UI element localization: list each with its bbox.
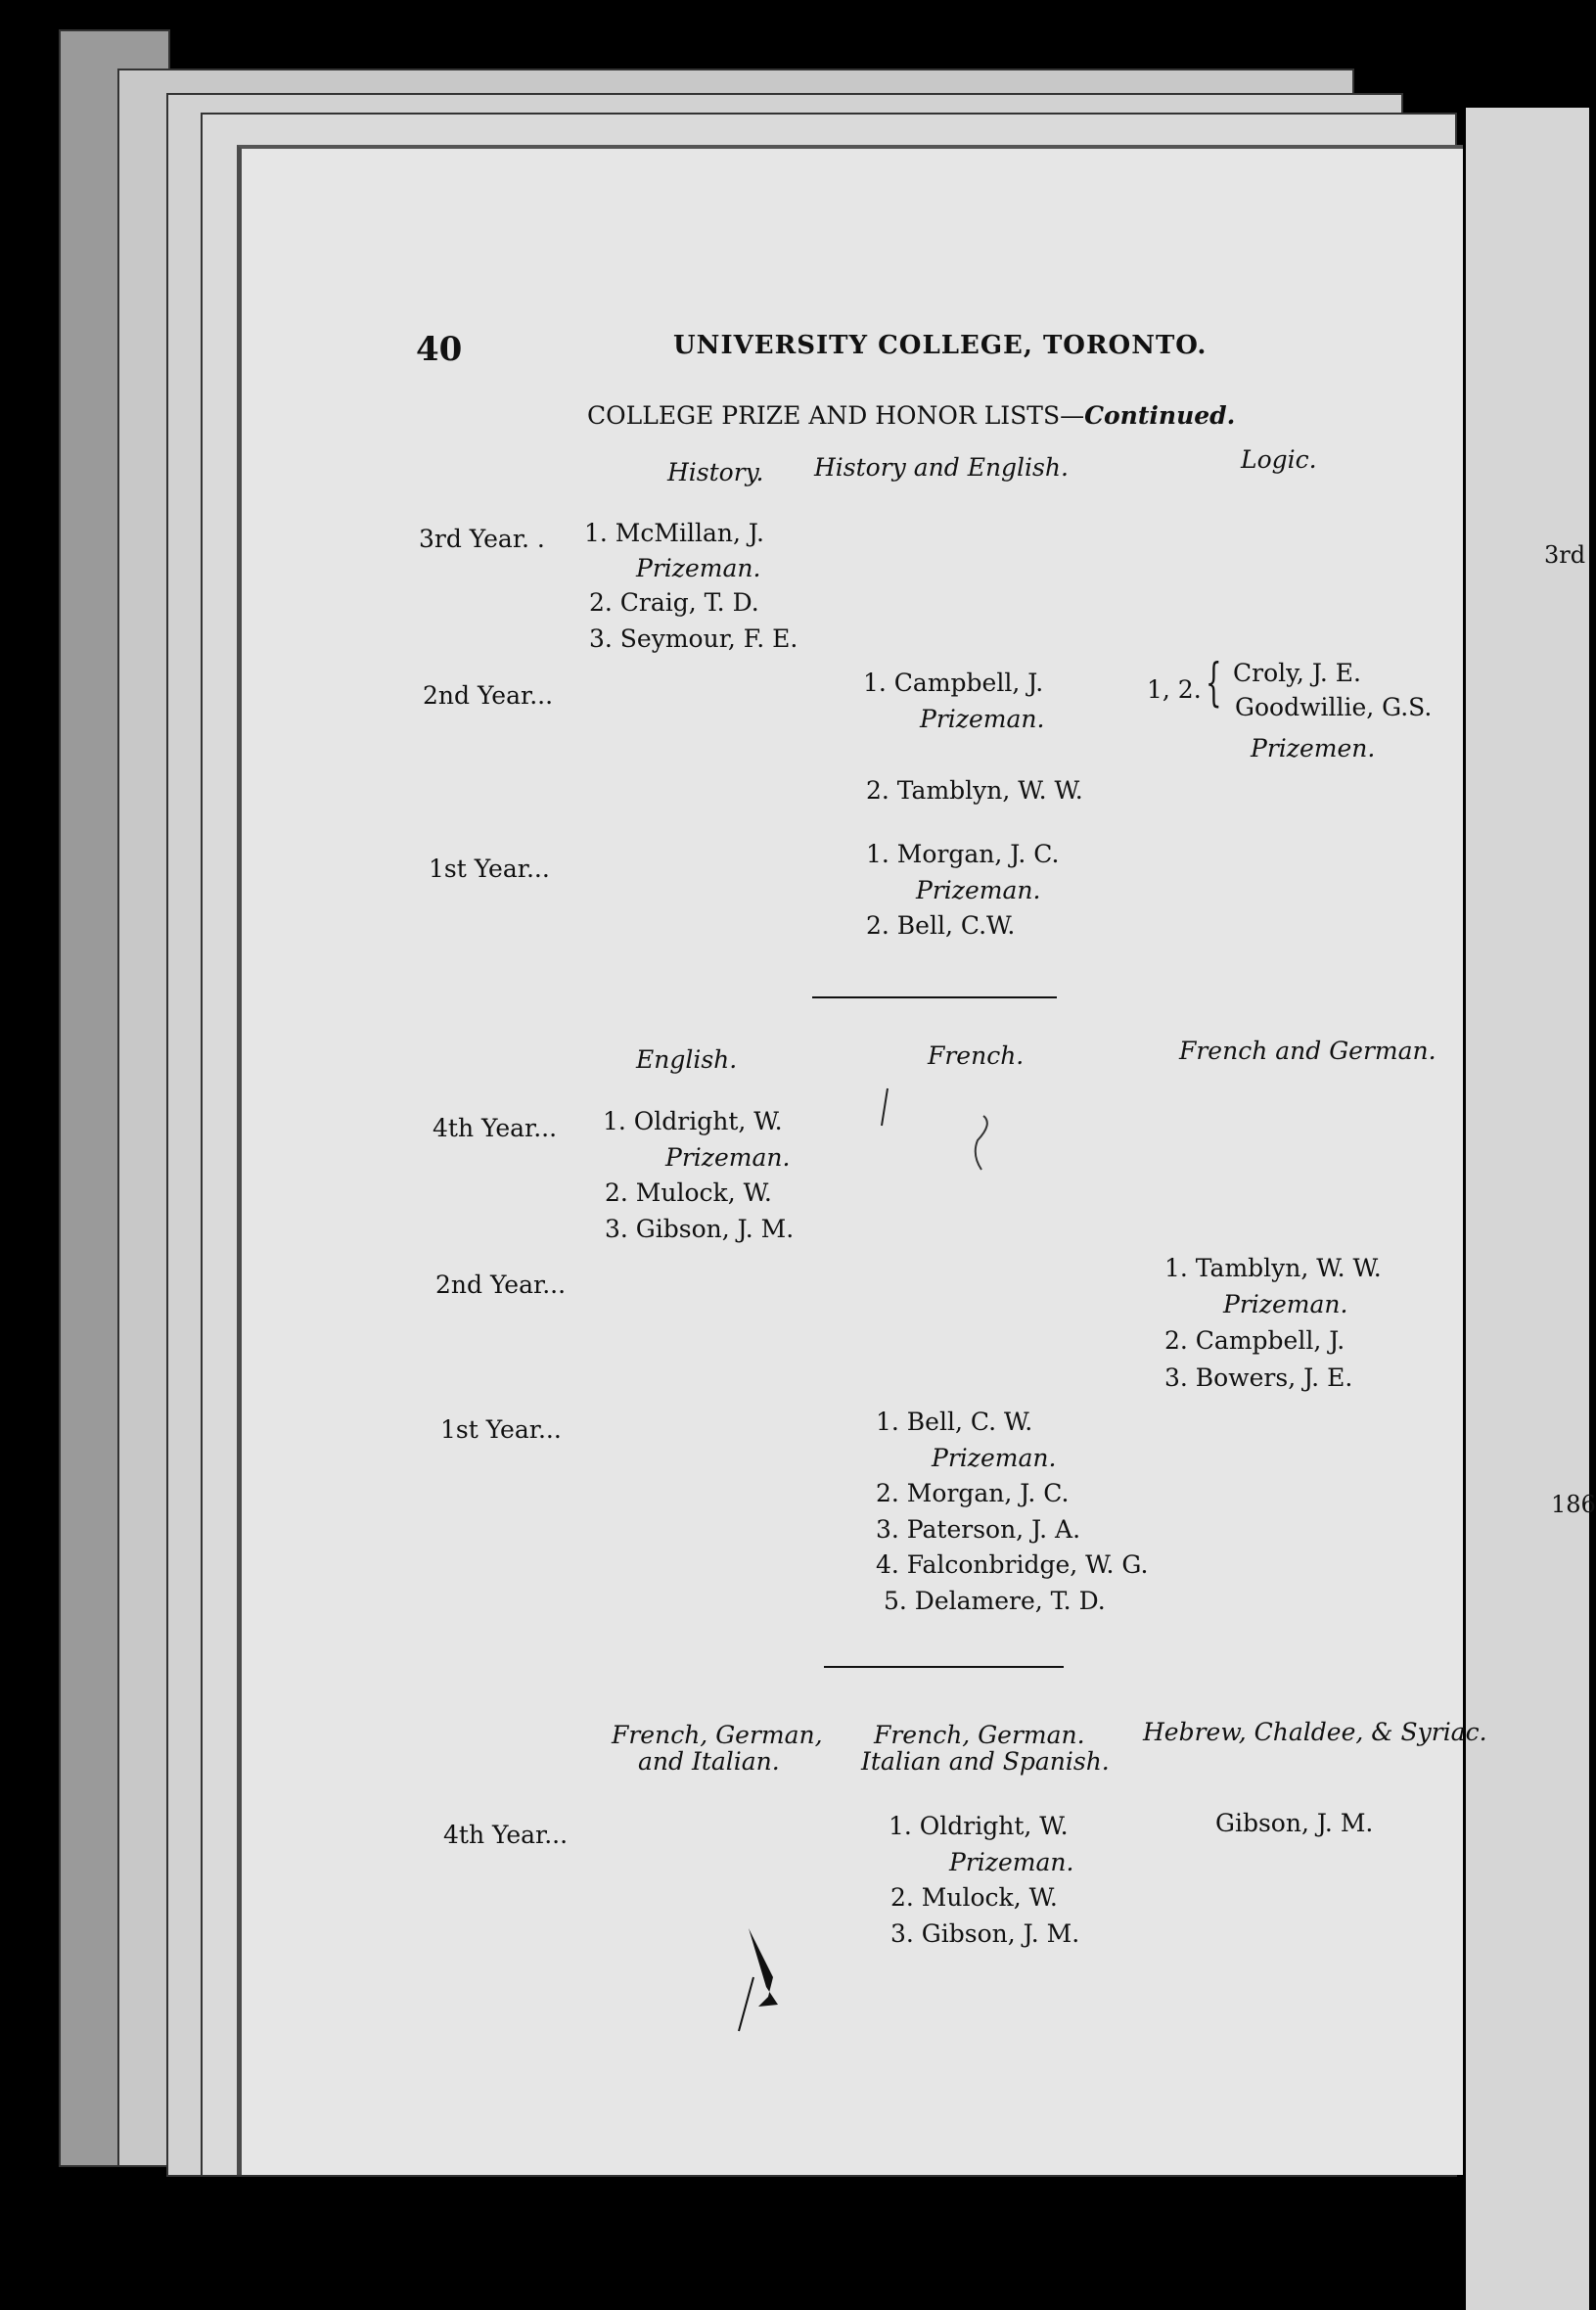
margin-text: 3rd [1544, 541, 1586, 569]
header-logic: Logic. [1241, 445, 1317, 474]
header-fgis-line2: Italian and Spanish. [861, 1747, 1110, 1776]
list-item: 3. Paterson, J. A. [876, 1515, 1081, 1544]
list-item: 2. Morgan, J. C. [876, 1479, 1070, 1507]
year-label: 1st Year... [440, 1415, 562, 1444]
year-label: 2nd Year... [423, 681, 554, 710]
section-title-main: COLLEGE PRIZE AND HONOR LISTS— [587, 401, 1085, 430]
prizeman-note: Prizeman. [1223, 1290, 1348, 1318]
list-item: 2. Tamblyn, W. W. [866, 776, 1083, 805]
tie-number: 1, 2. [1147, 675, 1202, 704]
prizemen-note: Prizemen. [1251, 734, 1376, 762]
header-history-english: History and English. [814, 453, 1069, 482]
list-item: 3. Gibson, J. M. [890, 1919, 1080, 1948]
list-item: 4. Falconbridge, W. G. [876, 1550, 1149, 1579]
prizeman-note: Prizeman. [920, 705, 1045, 733]
list-item: Gibson, J. M. [1215, 1809, 1374, 1837]
year-label: 2nd Year... [435, 1270, 567, 1299]
list-item: 2. Mulock, W. [605, 1178, 772, 1207]
list-item: 2. Craig, T. D. [589, 588, 759, 617]
list-item: 1. Tamblyn, W. W. [1164, 1254, 1382, 1282]
pencil-mark [876, 1086, 1003, 1175]
prizeman-note: Prizeman. [916, 876, 1041, 904]
header-fgi-line1: French, German, [612, 1721, 823, 1749]
facing-page [1466, 108, 1589, 2310]
list-item: 1. Morgan, J. C. [866, 840, 1060, 868]
list-item: 1. Oldright, W. [889, 1812, 1069, 1840]
list-item: 1. Oldright, W. [603, 1107, 783, 1135]
prizeman-note: Prizeman. [636, 554, 761, 582]
year-label: 4th Year... [433, 1114, 558, 1142]
prizeman-note: Prizeman. [932, 1444, 1057, 1472]
list-item: 1. Bell, C. W. [876, 1408, 1033, 1436]
header-fgi-line2: and Italian. [638, 1747, 780, 1776]
section-divider [812, 996, 1057, 998]
list-item: 2. Bell, C.W. [866, 911, 1016, 940]
list-item: 1. McMillan, J. [584, 519, 764, 547]
list-item: 3. Bowers, J. E. [1164, 1363, 1353, 1392]
header-hebrew: Hebrew, Chaldee, & Syriac. [1143, 1718, 1487, 1746]
list-item: 2. Campbell, J. [1164, 1326, 1345, 1355]
margin-text: 186 [1551, 1491, 1596, 1518]
header-english: English. [636, 1045, 738, 1074]
list-item: 3. Seymour, F. E. [589, 624, 798, 653]
list-item: Goodwillie, G.S. [1235, 693, 1433, 721]
header-history: History. [667, 458, 764, 486]
year-label: 4th Year... [443, 1821, 569, 1849]
prizeman-note: Prizeman. [665, 1143, 791, 1172]
list-item: 2. Mulock, W. [890, 1883, 1058, 1912]
running-title: UNIVERSITY COLLEGE, TORONTO. [673, 331, 1208, 360]
section-title-suffix: Continued. [1084, 401, 1236, 430]
header-fgis-line1: French, German. [874, 1721, 1085, 1749]
list-item: 5. Delamere, T. D. [884, 1587, 1106, 1615]
ink-blot [729, 1918, 807, 2036]
prizeman-note: Prizeman. [949, 1848, 1074, 1876]
section-divider [824, 1666, 1064, 1668]
year-label: 3rd Year. . [419, 525, 545, 553]
year-label: 1st Year... [429, 855, 550, 883]
section-title [587, 403, 1235, 428]
list-item: 1. Campbell, J. [863, 669, 1044, 697]
list-item: 3. Gibson, J. M. [605, 1215, 795, 1243]
brace: { [1206, 654, 1222, 713]
page-number: 40 [416, 330, 463, 369]
header-french-german: French and German. [1179, 1037, 1436, 1065]
list-item: Croly, J. E. [1233, 659, 1361, 687]
header-french: French. [928, 1041, 1025, 1070]
